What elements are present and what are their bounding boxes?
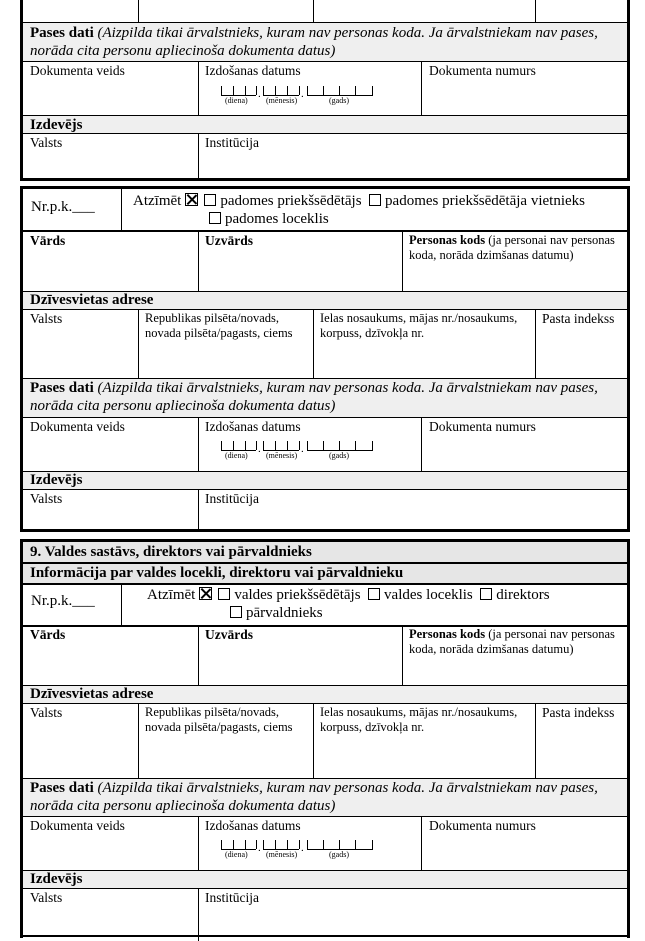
address-city-label: Republikas pilsēta/novads, bbox=[145, 311, 280, 325]
issuer-title: Izdevējs bbox=[30, 472, 83, 488]
section9-title: 9. Valdes sastāvs, direktors vai pārvaldnieks bbox=[30, 544, 312, 560]
address-city-label-2: novada pilsēta/pagasts, ciems bbox=[145, 326, 293, 340]
board-nr[interactable]: Nr.p.k.___ bbox=[31, 593, 95, 609]
doc-number-label: Dokumenta numurs bbox=[429, 818, 536, 833]
checkbox-checked-icon bbox=[185, 193, 198, 206]
role-director-checkbox[interactable] bbox=[480, 588, 492, 600]
issue-date-field[interactable]: . . (diena) (mēnesis) (gads) bbox=[221, 86, 391, 112]
issue-date-field[interactable]: . . (diena) (mēnesis) (gads) bbox=[221, 840, 391, 866]
block-top bbox=[20, 0, 630, 181]
personal-code-note: koda, norāda dzimšanas datumu) bbox=[409, 248, 574, 262]
doc-type-label: Dokumenta veids bbox=[30, 818, 125, 833]
issuer-institution-label: Institūcija bbox=[205, 135, 259, 150]
council-role-options-2: padomes loceklis bbox=[209, 210, 329, 229]
address-title: Dzīvesvietas adrese bbox=[30, 292, 154, 308]
issue-date-label: Izdošanas datums bbox=[205, 818, 301, 833]
role-board-member-checkbox[interactable] bbox=[368, 588, 380, 600]
board-role-options-2: pārvaldnieks bbox=[230, 604, 323, 623]
block-council bbox=[20, 186, 630, 532]
address-country-label: Valsts bbox=[30, 311, 63, 326]
passport-header: Pases dati (Aizpilda tikai ārvalstnieks, kuram nav personas koda. Ja ārvalstniekam nav pases, bbox=[30, 380, 598, 396]
address-street-label: Ielas nosaukums, mājas nr./nosaukums, bbox=[320, 311, 518, 325]
postal-code-label: Pasta indekss bbox=[542, 311, 615, 326]
council-role-options: Atzīmēt padomes priekšsēdētājs padomes priekšsēdētāja vietnieks bbox=[133, 193, 585, 209]
personal-code-label: Personas kods (ja personai nav personas bbox=[409, 627, 615, 641]
role-member-checkbox[interactable] bbox=[209, 212, 221, 224]
address-country-label: Valsts bbox=[30, 705, 63, 720]
personal-code-label: Personas kods (ja personai nav personas bbox=[409, 233, 615, 247]
doc-type-label: Dokumenta veids bbox=[30, 419, 125, 434]
role-chairman-checkbox[interactable] bbox=[204, 194, 216, 206]
role-board-chair-checkbox[interactable] bbox=[218, 588, 230, 600]
role-manager-checkbox[interactable] bbox=[230, 606, 242, 618]
address-city-label-2: novada pilsēta/pagasts, ciems bbox=[145, 720, 293, 734]
issuer-country-label: Valsts bbox=[30, 890, 63, 905]
role-vice-chairman-checkbox[interactable] bbox=[369, 194, 381, 206]
first-name-label: Vārds bbox=[30, 627, 66, 642]
passport-note: norāda cita personu apliecinoša dokumenta datus) bbox=[30, 398, 336, 414]
doc-type-label: Dokumenta veids bbox=[30, 63, 125, 78]
address-street-label-2: korpuss, dzīvokļa nr. bbox=[320, 720, 425, 734]
council-nr[interactable]: Nr.p.k.___ bbox=[31, 199, 95, 215]
issuer-title: Izdevējs bbox=[30, 117, 83, 133]
board-role-options: Atzīmēt valdes priekšsēdētājs valdes loceklis direktors bbox=[147, 587, 550, 603]
doc-number-label: Dokumenta numurs bbox=[429, 63, 536, 78]
issuer-institution-label: Institūcija bbox=[205, 890, 259, 905]
address-city-label: Republikas pilsēta/novads, bbox=[145, 705, 280, 719]
personal-code-note: koda, norāda dzimšanas datumu) bbox=[409, 642, 574, 656]
passport-note: norāda cita personu apliecinoša dokumenta datus) bbox=[30, 43, 336, 59]
last-name-label: Uzvārds bbox=[205, 627, 253, 642]
address-title: Dzīvesvietas adrese bbox=[30, 686, 154, 702]
issue-date-field[interactable]: . . (diena) (mēnesis) (gads) bbox=[221, 441, 391, 467]
block-section9 bbox=[20, 539, 630, 938]
first-name-label: Vārds bbox=[30, 233, 66, 248]
address-street-label-2: korpuss, dzīvokļa nr. bbox=[320, 326, 425, 340]
passport-header: Pases dati (Aizpilda tikai ārvalstnieks, kuram nav personas koda. Ja ārvalstniekam nav pases, bbox=[30, 780, 598, 796]
issue-date-label: Izdošanas datums bbox=[205, 419, 301, 434]
postal-code-label: Pasta indekss bbox=[542, 705, 615, 720]
last-name-label: Uzvārds bbox=[205, 233, 253, 248]
passport-note: norāda cita personu apliecinoša dokumenta datus) bbox=[30, 798, 336, 814]
section9-subtitle: Informācija par valdes locekli, direktoru vai pārvaldnieku bbox=[30, 565, 404, 581]
passport-header: Pases dati (Aizpilda tikai ārvalstnieks, kuram nav personas koda. Ja ārvalstniekam nav pases, bbox=[30, 25, 598, 41]
issuer-country-label: Valsts bbox=[30, 135, 63, 150]
issuer-country-label: Valsts bbox=[30, 491, 63, 506]
address-street-label: Ielas nosaukums, mājas nr./nosaukums, bbox=[320, 705, 518, 719]
doc-number-label: Dokumenta numurs bbox=[429, 419, 536, 434]
issuer-title: Izdevējs bbox=[30, 871, 83, 887]
checkbox-checked-icon bbox=[199, 587, 212, 600]
issue-date-label: Izdošanas datums bbox=[205, 63, 301, 78]
issuer-institution-label: Institūcija bbox=[205, 491, 259, 506]
